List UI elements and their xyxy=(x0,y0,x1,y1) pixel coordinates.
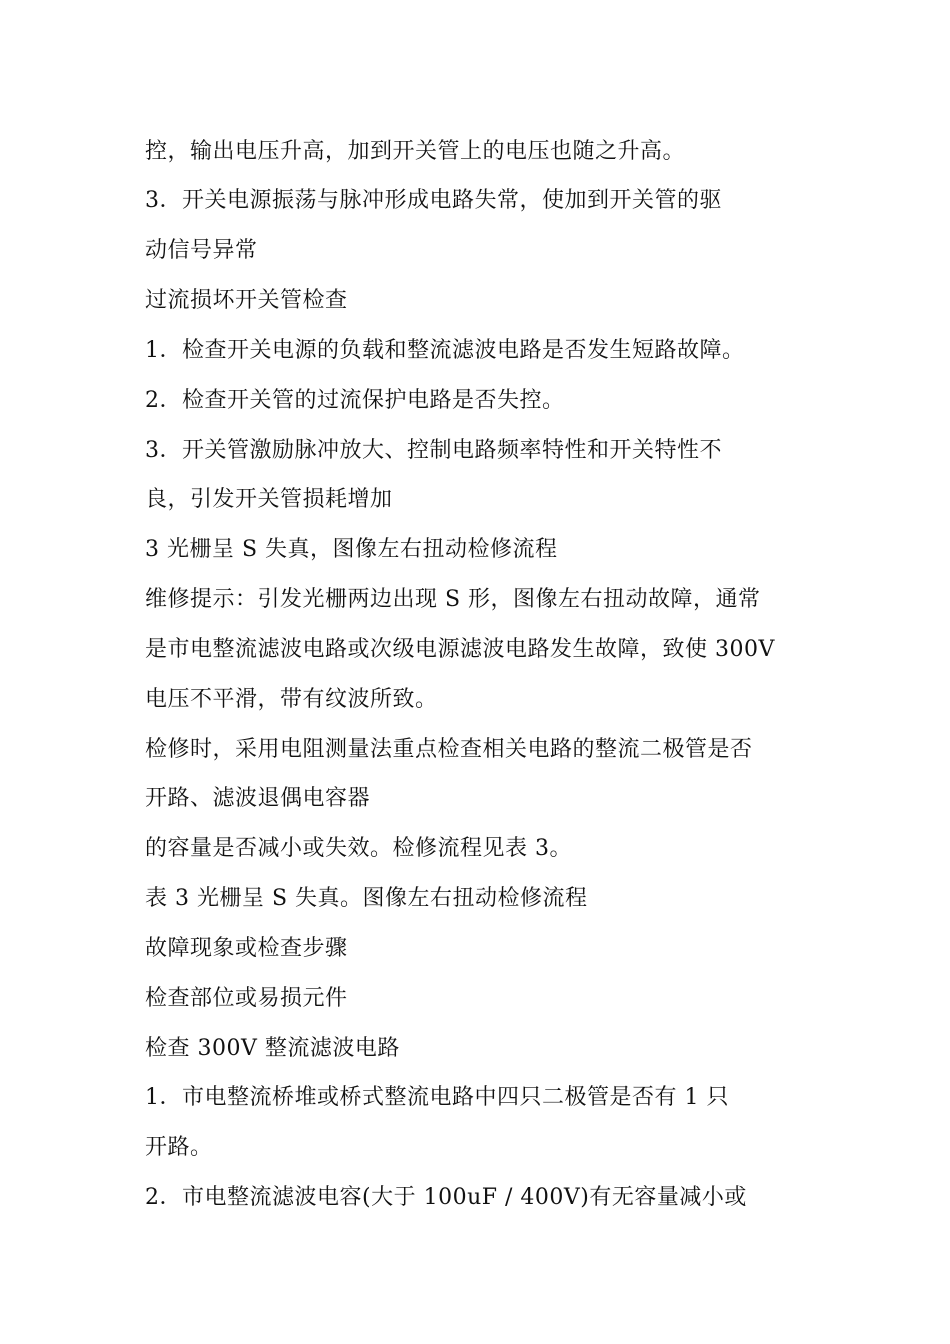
text-line: 1．检查开关电源的负载和整流滤波电路是否发生短路故障。 xyxy=(145,338,745,363)
text-line: 开路、滤波退偶电容器 xyxy=(145,786,371,811)
table-cell: 开路。 xyxy=(145,1135,213,1160)
table-cell: 检查 300V 整流滤波电路 xyxy=(145,1036,400,1061)
text-line: 维修提示：引发光栅两边出现 S 形，图像左右扭动故障，通常 xyxy=(145,587,761,612)
text-line: 电压不平滑，带有纹波所致。 xyxy=(145,687,438,712)
text-line: 3．开关管激励脉冲放大、控制电路频率特性和开关特性不 xyxy=(145,438,722,463)
text-line: 动信号异常 xyxy=(145,238,258,263)
table-header-cell: 故障现象或检查步骤 xyxy=(145,936,348,961)
table-header-cell: 检查部位或易损元件 xyxy=(145,986,348,1011)
table-cell: 2．市电整流滤波电容(大于 100uF / 400V)有无容量减小或 xyxy=(145,1185,747,1210)
text-line: 检修时，采用电阻测量法重点检查相关电路的整流二极管是否 xyxy=(145,737,753,762)
text-line: 是市电整流滤波电路或次级电源滤波电路发生故障，致使 300V xyxy=(145,637,775,662)
text-line: 良，引发开关管损耗增加 xyxy=(145,487,393,512)
text-line: 3．开关电源振荡与脉冲形成电路失常，使加到开关管的驱 xyxy=(145,188,722,213)
text-line: 的容量是否减小或失效。检修流程见表 3。 xyxy=(145,836,572,861)
section-heading: 3 光栅呈 S 失真，图像左右扭动检修流程 xyxy=(145,537,558,562)
text-line: 控，输出电压升高，加到开关管上的电压也随之升高。 xyxy=(145,139,686,164)
table-cell: 1．市电整流桥堆或桥式整流电路中四只二极管是否有 1 只 xyxy=(145,1085,729,1110)
text-line: 2．检查开关管的过流保护电路是否失控。 xyxy=(145,388,565,413)
table-caption: 表 3 光栅呈 S 失真。图像左右扭动检修流程 xyxy=(145,886,588,911)
section-heading: 过流损坏开关管检查 xyxy=(145,288,348,313)
